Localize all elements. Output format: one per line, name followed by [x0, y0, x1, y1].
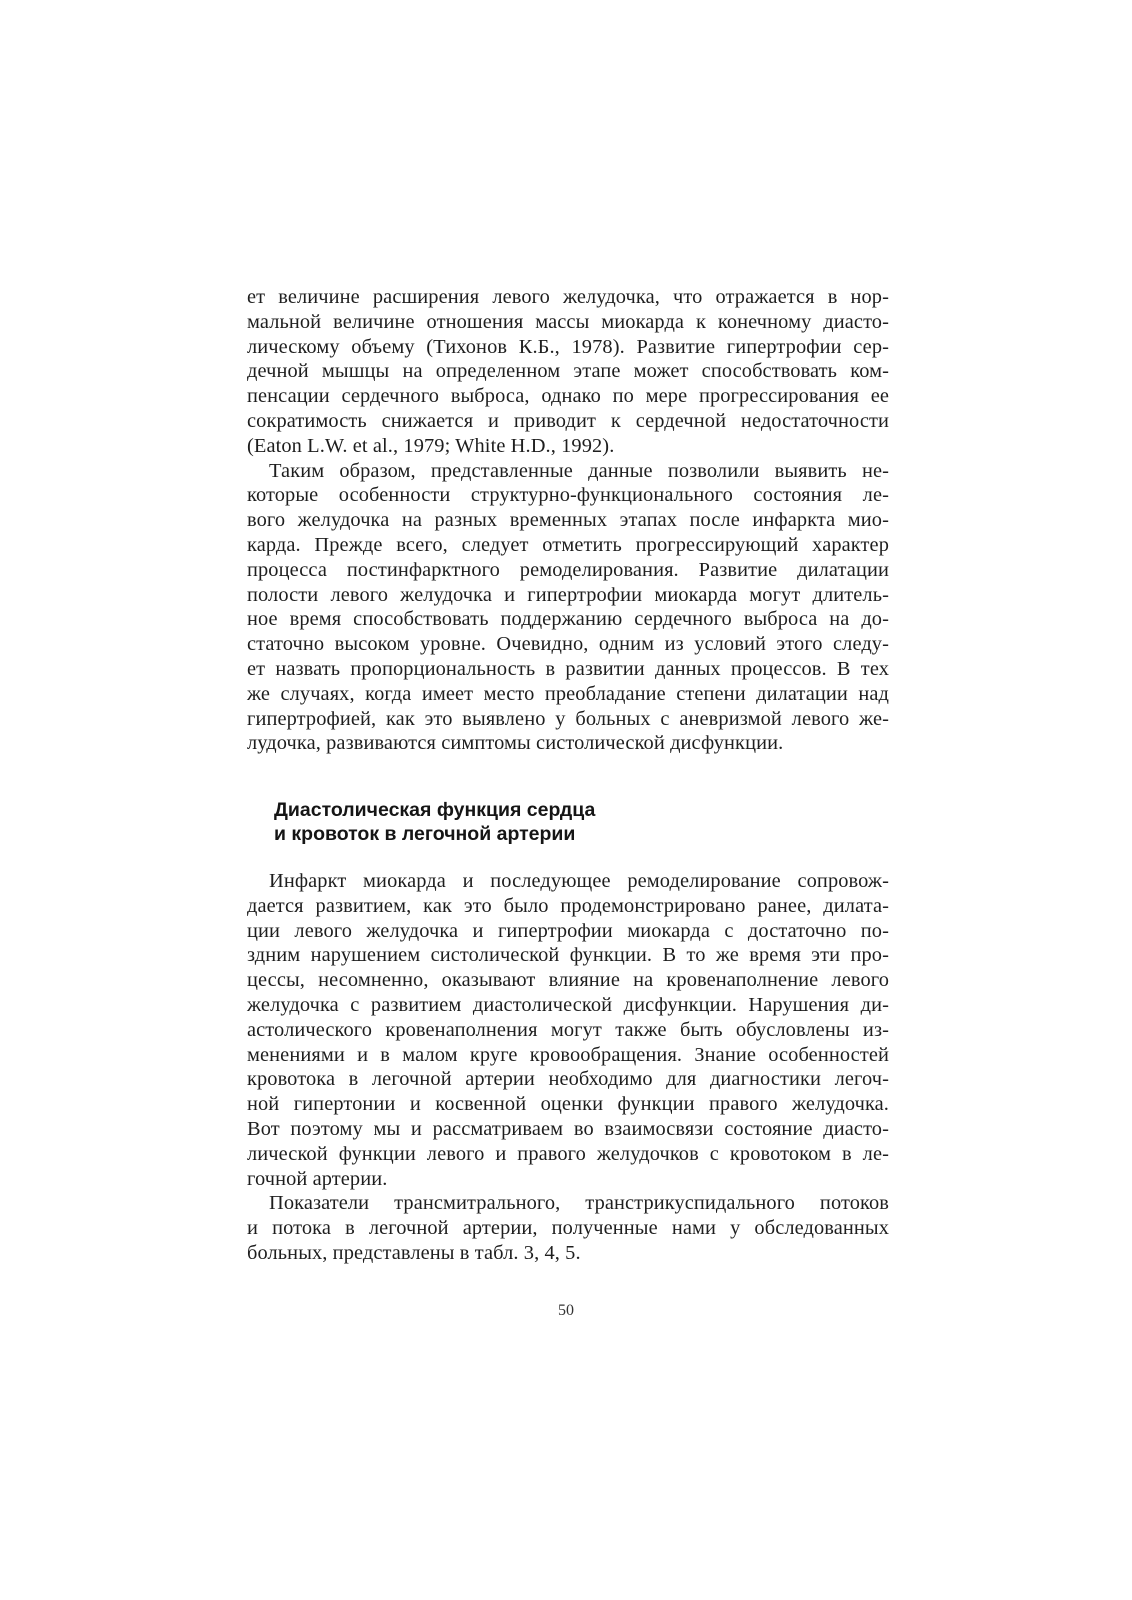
text-line: карда. Прежде всего, следует отметить прогрессирующий характер	[247, 533, 889, 556]
text-line: астолического кровенаполнения могут также быть обусловлены из-	[247, 1018, 889, 1041]
paragraph-block-2	[247, 869, 889, 1266]
text-line: больных, представлены в табл. 3, 4, 5.	[247, 1241, 581, 1264]
text-line: пенсации сердечного выброса, однако по мере прогрессирования ее	[247, 385, 889, 408]
section-heading	[274, 798, 595, 846]
text-line: (Eaton L.W. et al., 1979; White H.D., 1992).	[247, 434, 615, 457]
text-line: желудочка с развитием диастолической дисфункции. Нарушения ди-	[247, 993, 889, 1016]
paragraph-block-1	[247, 285, 889, 756]
text-line: статочно высоком уровне. Очевидно, одним из условий этого следу-	[247, 633, 889, 656]
text-line: Таким образом, представленные данные позволили выявить не-	[269, 459, 889, 482]
text-line: ет назвать пропорциональность в развитии данных процессов. В тех	[247, 657, 889, 680]
text-line: гочной артерии.	[247, 1167, 388, 1190]
text-line: здним нарушением систолической функции. В то же время эти про-	[247, 944, 889, 967]
text-line: лической функции левого и правого желудочков с кровотоком в ле-	[247, 1142, 889, 1165]
text-line: кровотока в легочной артерии необходимо для диагностики легоч-	[247, 1068, 889, 1091]
text-line: мальной величине отношения массы миокарда к конечному диасто-	[247, 310, 889, 333]
text-line: процесса постинфарктного ремоделирования. Развитие дилатации	[247, 558, 889, 581]
text-line: ции левого желудочка и гипертрофии миокарда с достаточно по-	[247, 919, 889, 942]
text-line: дечной мышцы на определенном этапе может способствовать ком-	[247, 360, 889, 383]
text-line: сократимость снижается и приводит к сердечной недостаточности	[247, 409, 889, 432]
text-line: же случаях, когда имеет место преобладание степени дилатации над	[247, 682, 889, 705]
section-heading-line-2: и кровоток в легочной артерии	[274, 823, 576, 845]
text-line: вого желудочка на разных временных этапах после инфаркта мио-	[247, 509, 889, 532]
text-line: лудочка, развиваются симптомы систолической дисфункции.	[247, 732, 784, 755]
text-line: менениями и в малом круге кровообращения. Знание особенностей	[247, 1043, 889, 1066]
text-line: полости левого желудочка и гипертрофии миокарда могут длитель-	[247, 583, 889, 606]
text-line: ной гипертонии и косвенной оценки функции правого желудочка.	[247, 1093, 889, 1116]
text-line: Показатели трансмитрального, транстрикуспидального потоков	[269, 1192, 889, 1215]
text-line: лическому объему (Тихонов К.Б., 1978). Развитие гипертрофии сер-	[247, 335, 889, 358]
page-number: 50	[558, 1302, 574, 1319]
text-line: дается развитием, как это было продемонстрировано ранее, дилата-	[247, 894, 889, 917]
text-line: гипертрофией, как это выявлено у больных с аневризмой левого же-	[247, 707, 889, 730]
section-heading-line-1: Диастолическая функция сердца	[274, 799, 596, 821]
text-line: ет величине расширения левого желудочка, что отражается в нор-	[247, 286, 889, 308]
text-line: Инфаркт миокарда и последующее ремоделирование сопровож-	[269, 870, 889, 892]
text-line: цессы, несомненно, оказывают влияние на кровенаполнение левого	[247, 969, 889, 992]
text-line: Вот поэтому мы и рассматриваем во взаимосвязи состояние диасто-	[247, 1117, 889, 1140]
text-line: и потока в легочной артерии, полученные нами у обследованных	[247, 1217, 889, 1240]
text-line: ное время способствовать поддержанию сердечного выброса на до-	[247, 608, 889, 631]
text-line: которые особенности структурно-функционального состояния ле-	[247, 484, 889, 507]
